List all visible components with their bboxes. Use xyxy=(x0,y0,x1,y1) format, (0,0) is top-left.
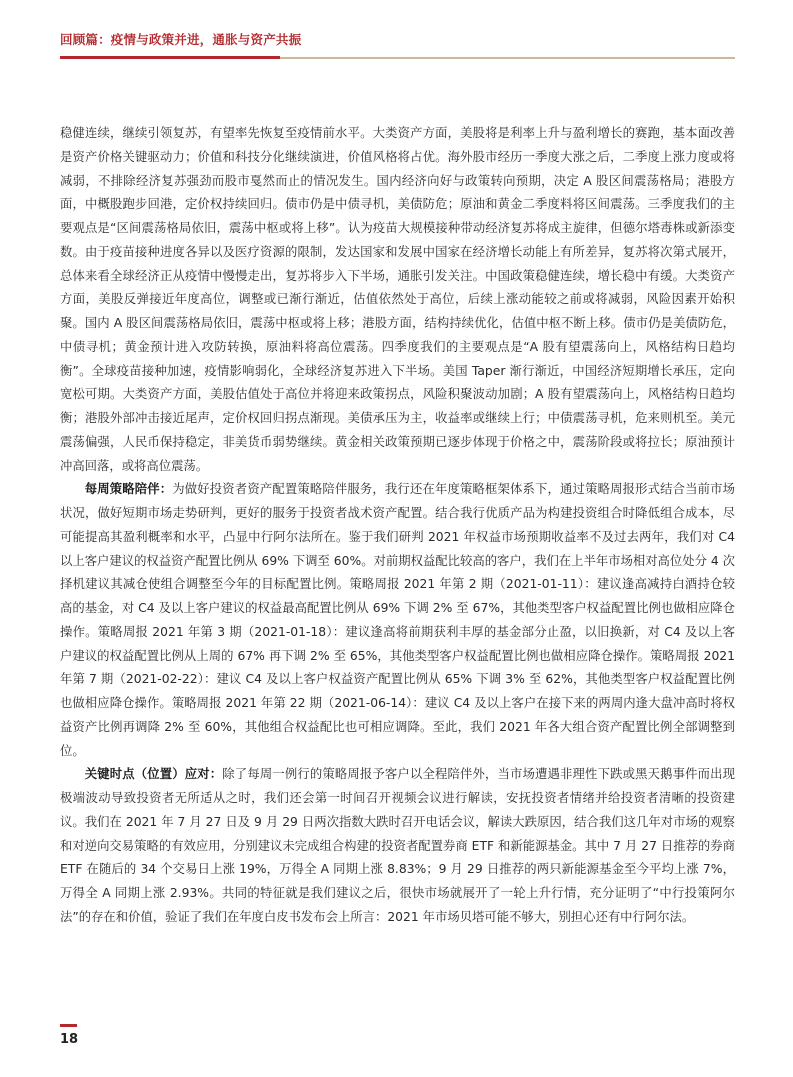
paragraph-quarterly-outlook: 稳健连续，继续引领复苏，有望率先恢复至疫情前水平。大类资产方面，美股将是利率上升与盈利增长的赛跑，基本面改善是资产价格关键驱动力；价值和科技分化继续演进，价值风格将占优。海外股市经历一季度大涨之后，二季度上涨力度或将减弱，不排除经济复苏强劲而股市戛然而止的情况发生。国内经济向好与政策转向预期，决定 A 股区间震荡格局；港股方面，中概股跑步回港，定价权持续回归。债市仍是中债寻机，美债防危；原油和黄金二季度料将区间震荡。三季度我们的主要观点是“区间震荡格局依旧，震荡中枢或将上移”。认为疫苗大规模接种带动经济复苏将成主旋律，但德尔塔毒株或新添变数。由于疫苗接种进度各异以及医疗资源的限制，发达国家和发展中国家在经济增长动能上有所差异，复苏将次第式展开，总体来看全球经济正从疫情中慢慢走出，复苏将步入下半场，通胀引发关注。中国政策稳健连续，增长稳中有缓。大类资产方面，美股反弹接近年度高位，调整或已渐行渐近，估值依然处于高位，后续上涨动能较之前或将减弱，风险因素开始积聚。国内 A 股区间震荡格局依旧，震荡中枢或将上移；港股方面，结构持续优化，估值中枢不断上移。债市仍是美债防危，中债寻机；黄金预计进入攻防转换，原油料将高位震荡。四季度我们的主要观点是“A 股有望震荡向上，风格结构日趋均衡”。全球疫苗接种加速，疫情影响弱化，全球经济复苏进入下半场。美国 Taper 渐行渐近，中国经济短期增长承压，定向宽松可期。大类资产方面，美股估值处于高位并将迎来政策拐点，风险积聚波动加剧；A 股有望震荡向上，风格结构日趋均衡；港股外部冲击接近尾声，定价权回归拐点渐现。美债承压为主，收益率或继续上行；中债震荡寻机，危来则机至。美元震荡偏强，人民币保持稳定，非美货币弱势继续。黄金相关政策预期已逐步体现于价格之中，震荡阶段或将拉长；原油预计冲高回落，或将高位震荡。 xyxy=(60,126,735,473)
section-header-title: 回顾篇：疫情与政策并进，通胀与资产共振 xyxy=(60,32,302,47)
page-number-accent xyxy=(60,1024,77,1027)
article-body xyxy=(60,122,735,930)
weekly-strategy-heading: 每周策略陪伴： xyxy=(84,482,173,497)
page-number: 18 xyxy=(60,1032,79,1047)
paragraph-weekly-strategy xyxy=(60,478,735,763)
header-accent-bar xyxy=(60,56,280,59)
key-moments-heading: 关键时点（位置）应对： xyxy=(84,767,223,782)
paragraph-key-moments xyxy=(60,763,735,929)
weekly-strategy-text: 为做好投资者资产配置策略陪伴服务，我行还在年度策略框架体系下，通过策略周报形式结合当前市场状况，做好短期市场走势研判，更好的服务于投资者战术资产配置。结合我行优质产品为构建投资组合时降低组合成本，尽可能提高其盈利概率和水平，凸显中行阿尔法所在。鉴于我们研判 2021 年权益市场预期收益率不及过去两年，我们对 C4 以上客户建议的权益资产配置比例从 69% 下调至 60%。对前期权益配比较高的客户，我们在上半年市场相对高位处分 4 次择机建议其减仓使组合调整至今年的目标配置比例。策略周报 2021 年第 2 期（2021-01-11）：建议逢高减持白酒持仓较高的基金，对 C4 及以上客户建议的权益最高配置比例从 69% 下调 2% 至 67%，其他类型客户权益配置比例也做相应降仓操作。策略周报 2021 年第 3 期（2021-01-18）：建议逢高将前期获利丰厚的基金部分止盈，以旧换新，对 C4 及以上客户建议的权益配置比例从上周的 67% 再下调 2% 至 65%，其他类型客户权益配置比例也做相应降仓操作。策略周报 2021 年第 7 期（2021-02-22）：建议 C4 及以上客户权益资产配置比例从 65% 下调 3% 至 62%，其他类型客户权益配置比例也做相应降仓操作。策略周报 2021 年第 22 期（2021-06-14）：建议 C4 及以上客户在接下来的两周内逢大盘冲高时将权益资产比例再调降 2% 至 60%，其他组合权益配比也可相应调降。至此，我们 2021 年各大组合资产配置比例全部调整到位。 xyxy=(60,482,736,758)
key-moments-text: 除了每周一例行的策略周报予客户以全程陪伴外，当市场遭遇非理性下跌或黑天鹅事件而出现极端波动导致投资者无所适从之时，我们还会第一时间召开视频会议进行解读，安抚投资者情绪并给投资者清晰的投资建议。我们在 2021 年 7 月 27 日及 9 月 29 日两次指数大跌时召开电话会议，解读大跌原因，结合我们这几年对市场的观察和对逆向交易策略的有效应用，分别建议未完成组合构建的投资者配置券商 ETF 和新能源基金。其中 7 月 27 日推荐的券商 ETF 在随后的 34 个交易日上涨 19%，万得全 A 同期上涨 8.83%；9 月 29 日推荐的两只新能源基金至今平均上涨 7%，万得全 A 同期上涨 2.93%。共同的特征就是我们建议之后，很快市场就展开了一轮上升行情，充分证明了“中行投策阿尔法”的存在和价值，验证了我们在年度白皮书发布会上所言：2021 年市场贝塔可能不够大，别担心还有中行阿尔法。 xyxy=(60,767,736,924)
